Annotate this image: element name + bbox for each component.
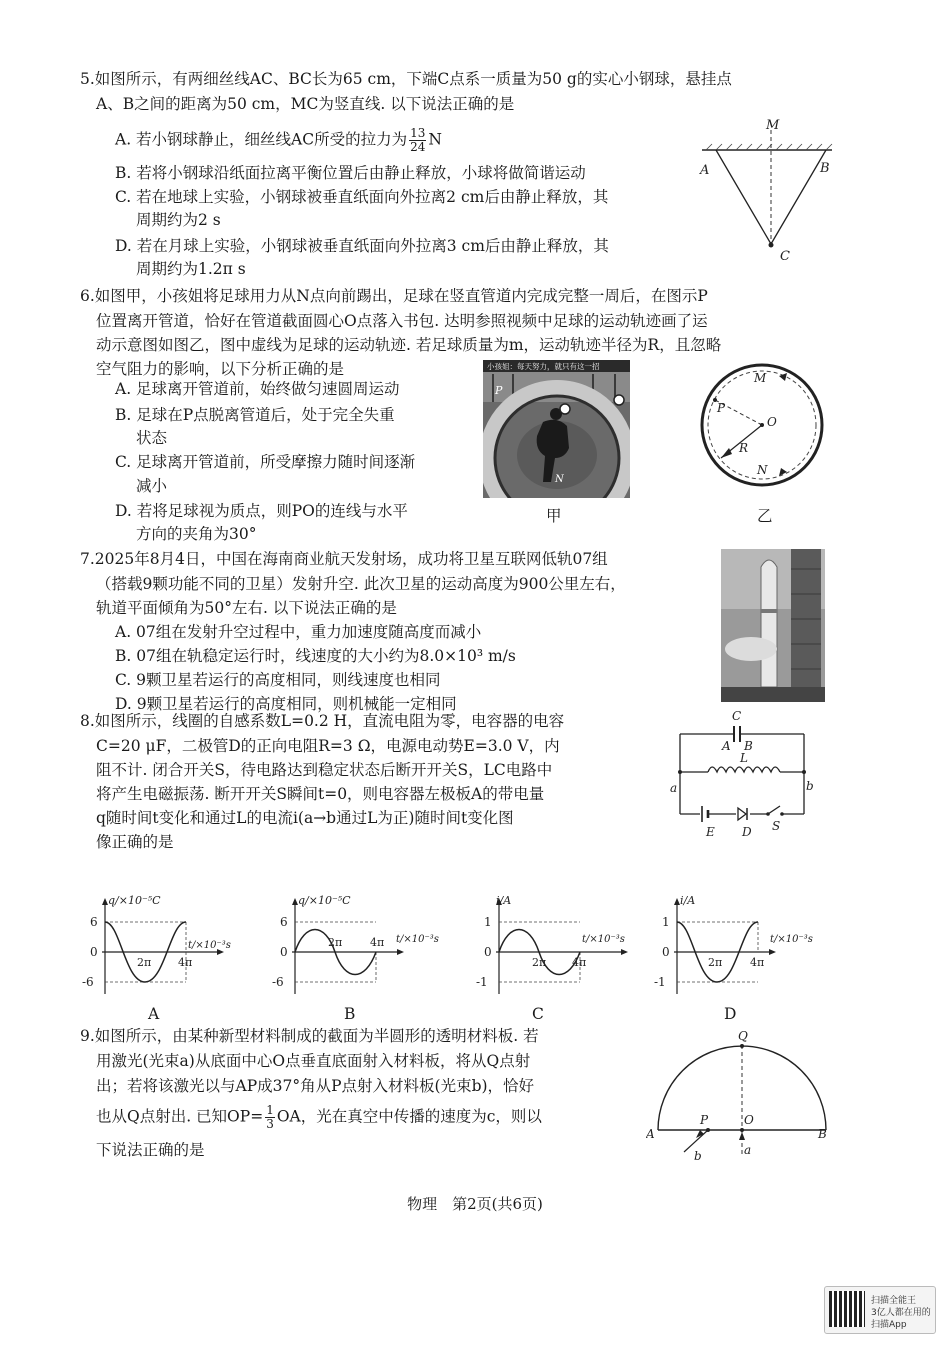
q9-line-4 [96, 1104, 542, 1131]
q9-line-4-post: OA，光在真空中传播的速度为c，则以 [276, 1107, 542, 1126]
q9-fig-label-o: O [744, 1113, 754, 1127]
q6-line-3: 动示意图如图乙，图中虚线为足球的运动轨迹. 若足球质量为m，运动轨迹半径为R，且忽略 [96, 336, 722, 354]
q6-fig-label-r: R [739, 441, 749, 455]
q8-label-e: E [706, 825, 715, 839]
q5-option-c-1: C. 若在地球上实验，小钢球被垂直纸面向外拉离2 cm后由静止释放，其 [115, 188, 609, 206]
q8-graph-c-ylabel: i/A [496, 894, 512, 907]
scanner-badge [824, 1286, 936, 1334]
q8-graph-a-ylabel: q/×10⁻⁵C [108, 894, 161, 907]
q6-caption-yi: 乙 [757, 507, 773, 525]
q6-line-1: 6.如图甲，小孩姐将足球用力从N点向前踢出，足球在竖直管道内完成完整一周后，在图示P [80, 287, 708, 305]
q8-label-l: L [740, 751, 748, 765]
q5-fig-label-c: C [780, 249, 790, 264]
q5-line-1: 5.如图所示，有两细丝线AC、BC长为65 cm，下端C点系一质量为50 g的实心小钢球，悬挂点 [80, 70, 732, 88]
q8-graph-d-ylabel: i/A [680, 894, 696, 907]
scanner-badge-line-1: 扫描全能王 [871, 1296, 917, 1306]
q8-label-c: C [732, 709, 742, 723]
q5-option-d-1: D. 若在月球上实验，小钢球被垂直纸面向外拉离3 cm后由静止释放，其 [115, 237, 609, 255]
scanner-badge-line-2: 3亿人都在用的扫描App [871, 1308, 931, 1330]
q8-graph-a-t1: 2π [137, 956, 152, 969]
q8-graph-b-bottom: -6 [272, 975, 284, 989]
q8-line-6: 像正确的是 [96, 833, 174, 851]
q8-graph-a-bottom: -6 [82, 975, 94, 989]
q5-fraction-den: 24 [410, 140, 426, 154]
q8-graph-b-ylabel: q/×10⁻⁵C [298, 894, 351, 907]
q8-graph-b-t2: 4π [370, 936, 385, 949]
q6-caption-jia: 甲 [546, 507, 562, 525]
q6-option-c-2: 减小 [136, 477, 168, 495]
q9-line-3: 出；若将该激光以与AP成37°角从P点射入材料板(光束b)，恰好 [96, 1077, 535, 1095]
q7-option-a: A. 07组在发射升空过程中，重力加速度随高度而减小 [115, 623, 482, 641]
q8-line-2: C=20 μF，二极管D的正向电阻R=3 Ω，电源电动势E=3.0 V，内 [96, 737, 560, 755]
q9-line-4-pre: 也从Q点射出. 已知OP= [96, 1107, 264, 1126]
q6-photo-banner: 小孩姐：每天努力，就只有这一招 [487, 362, 600, 371]
q8-graph-a-t2: 4π [178, 956, 193, 969]
q9-fig-label-q: Q [738, 1029, 748, 1043]
q6-option-b-1: B. 足球在P点脱离管道后，处于完全失重 [115, 406, 395, 424]
q6-photo-label-n: N [555, 474, 564, 485]
q6-fig-label-p: P [717, 401, 726, 415]
q6-photo-jia [483, 360, 630, 498]
q9-fig-label-beam-b: b [694, 1149, 702, 1163]
q5-fraction-num: 13 [410, 126, 426, 140]
q6-option-d-2: 方向的夹角为30° [136, 525, 257, 543]
q8-graph-d-t1: 2π [708, 956, 723, 969]
q8-graph-c-t2: 4π [572, 956, 587, 969]
q8-circuit-figure [668, 706, 818, 842]
q8-graph-d-top: 1 [662, 915, 670, 929]
q5-fig-label-b: B [820, 161, 830, 176]
q8-line-4: 将产生电磁振荡. 断开开关S瞬间t=0，则电容器左极板A的带电量 [96, 785, 545, 803]
q8-graph-d-label: D [724, 1005, 737, 1023]
q5-option-d-2: 周期约为1.2π s [136, 260, 246, 278]
q6-option-d-1: D. 若将足球视为质点，则PO的连线与水平 [115, 502, 408, 520]
q8-graph-b-label: B [344, 1005, 356, 1023]
q5-pendulum-figure [698, 118, 838, 268]
q8-line-1: 8.如图所示，线圈的自感系数L=0.2 H，直流电阻为零，电容器的电容 [80, 712, 565, 730]
q5-line-2: A、B之间的距离为50 cm，MC为竖直线. 以下说法正确的是 [96, 95, 515, 113]
q8-graph-c-zero: 0 [484, 945, 492, 959]
q6-fig-label-m: M [754, 371, 767, 385]
q7-line-1: 7.2025年8月4日，中国在海南商业航天发射场，成功将卫星互联网低轨07组 [80, 550, 608, 568]
q6-fig-label-o: O [767, 415, 777, 429]
q8-graph-b-top: 6 [280, 915, 288, 929]
q9-fig-label-a: A [646, 1127, 655, 1141]
scanner-badge-text [871, 1295, 935, 1331]
q9-line-2: 用激光(光束a)从底面中心O点垂直底面射入材料板，将从Q点射 [96, 1052, 531, 1070]
q8-graph-c [474, 890, 644, 1018]
q9-fig-label-beam-a: a [744, 1143, 752, 1157]
q5-fig-label-a: A [700, 163, 710, 178]
q6-option-c-1: C. 足球离开管道前，所受摩擦力随时间逐渐 [115, 453, 416, 471]
q9-semicircle-figure [646, 1024, 832, 1164]
q5-fraction [409, 127, 426, 154]
q8-label-node-a: a [670, 781, 678, 795]
q8-label-a-plate: A [722, 739, 731, 753]
q8-label-d: D [742, 825, 752, 839]
q5-option-a [115, 127, 442, 154]
q8-graph-b-zero: 0 [280, 945, 288, 959]
q8-graph-d [652, 890, 828, 1018]
q9-line-1: 9.如图所示，由某种新型材料制成的截面为半圆形的透明材料板. 若 [80, 1027, 539, 1045]
q8-graph-c-t1: 2π [532, 956, 547, 969]
q9-fraction-num: 1 [266, 1103, 274, 1117]
q5-option-a-unit: N [428, 130, 442, 149]
q5-option-b: B. 若将小钢球沿纸面拉离平衡位置后由静止释放，小球将做简谐运动 [115, 164, 586, 182]
q6-photo-label-p: P [495, 384, 503, 397]
q8-graph-c-bottom: -1 [476, 975, 488, 989]
q6-line-2: 位置离开管道，恰好在管道截面圆心O点落入书包. 达明参照视频中足球的运动轨迹画了运 [96, 312, 708, 330]
q8-graph-a-label: A [148, 1005, 160, 1023]
q8-graph-c-label: C [532, 1005, 544, 1023]
q6-line-4: 空气阻力的影响，以下分析正确的是 [96, 360, 345, 378]
q9-fig-label-b: B [818, 1127, 827, 1141]
q8-graph-d-xlabel: t/×10⁻³s [770, 934, 813, 945]
q8-graph-a-top: 6 [90, 915, 98, 929]
q7-rocket-photo [721, 549, 825, 702]
q5-option-c-2: 周期约为2 s [136, 211, 221, 229]
q8-graph-b [270, 890, 450, 1018]
q8-label-b-plate: B [744, 739, 753, 753]
qr-code-icon [829, 1291, 865, 1327]
q8-graph-d-zero: 0 [662, 945, 670, 959]
q6-fig-label-n: N [757, 463, 768, 477]
q5-fig-label-m: M [766, 118, 780, 133]
q8-graph-a-xlabel: t/×10⁻³s [188, 940, 231, 951]
q7-option-d: D. 9颗卫星若运行的高度相同，则机械能一定相同 [115, 695, 457, 713]
q8-graph-a [80, 890, 240, 1018]
q8-graph-a-zero: 0 [90, 945, 98, 959]
q8-label-node-b: b [806, 779, 814, 793]
q6-option-a: A. 足球离开管道前，始终做匀速圆周运动 [115, 380, 400, 398]
q8-label-s: S [772, 819, 781, 833]
q9-line-5: 下说法正确的是 [96, 1141, 205, 1159]
q9-fraction-den: 3 [266, 1117, 274, 1131]
q6-figure-yi [699, 362, 825, 488]
q5-option-a-text: A. 若小钢球静止，细丝线AC所受的拉力为 [115, 130, 408, 149]
q7-line-2: （搭载9颗功能不同的卫星）发射升空. 此次卫星的运动高度为900公里左右， [96, 575, 626, 593]
q8-line-3: 阻不计. 闭合开关S，待电路达到稳定状态后断开开关S，LC电路中 [96, 761, 553, 779]
q8-graph-c-xlabel: t/×10⁻³s [582, 934, 625, 945]
q6-option-b-2: 状态 [136, 429, 168, 447]
q7-option-c: C. 9颗卫星若运行的高度相同，则线速度也相同 [115, 671, 441, 689]
q8-graph-b-t1: 2π [328, 936, 343, 949]
q9-fig-label-p: P [700, 1113, 709, 1127]
q8-graph-d-t2: 4π [750, 956, 765, 969]
q8-graph-b-xlabel: t/×10⁻³s [396, 934, 439, 945]
q7-option-b: B. 07组在轨稳定运行时，线速度的大小约为8.0×10³ m/s [115, 647, 516, 665]
page-footer: 物理 第2页(共6页) [407, 1195, 543, 1213]
q7-line-3: 轨道平面倾角为50°左右. 以下说法正确的是 [96, 599, 397, 617]
q8-graph-c-top: 1 [484, 915, 492, 929]
q9-fraction [265, 1104, 275, 1131]
q8-graph-d-bottom: -1 [654, 975, 666, 989]
q8-line-5: q随时间t变化和通过L的电流i(a→b通过L为正)随时间t变化图 [96, 809, 514, 827]
